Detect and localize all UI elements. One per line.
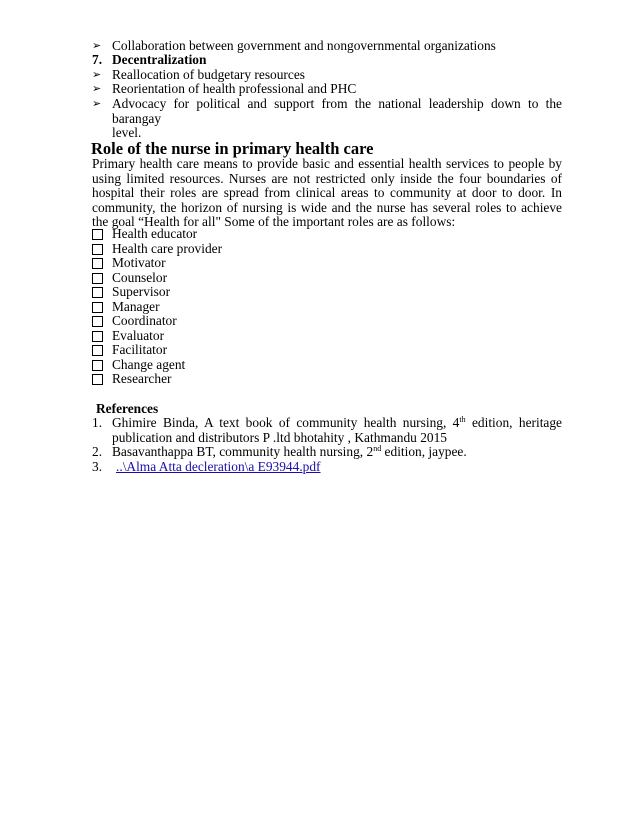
role-text: Health educator: [112, 226, 198, 241]
pdf-link[interactable]: ..\Alma Atta decleration\a E93944.pdf: [116, 459, 321, 474]
list-number: 7.: [92, 52, 103, 67]
arrow-bullet-icon: ➢: [92, 83, 102, 95]
role-list-item: [92, 372, 562, 389]
list-item-text: Decentralization: [112, 52, 207, 67]
section-paragraph: Primary health care means to provide basic and essential health services to people by using limited resources. Nurses are not restricted only inside the four boundaries of hospital their roles are spread from clinical areas to community at door to door. In community, the horizon of nursing is wide and the nurse has several roles to achieve the goal “Health for all" Some of the important roles are as follows:: [92, 156, 562, 229]
role-text: Supervisor: [112, 284, 171, 299]
references-heading: References: [96, 401, 159, 416]
list-item-text: Reorientation of health professional and PHC: [112, 81, 357, 96]
list-item-text: Advocacy for political and support from the national leadership down to the barangay: [112, 96, 562, 126]
checkbox-bullet-icon: [92, 316, 103, 327]
checkbox-bullet-icon: [92, 244, 103, 255]
checkbox-bullet-icon: [92, 360, 103, 371]
reference-number: 3.: [92, 459, 103, 474]
arrow-bullet-icon: ➢: [92, 98, 102, 110]
reference-number: 2.: [92, 444, 103, 459]
role-text: Facilitator: [112, 342, 168, 357]
arrow-bullet-icon: ➢: [92, 69, 102, 81]
role-text: Researcher: [112, 371, 172, 386]
reference-text: Basavanthappa BT, community health nursing, 2nd edition, jaypee.: [112, 444, 467, 459]
reference-text: Ghimire Binda, A text book of community health nursing, 4th edition, heritage: [112, 415, 562, 430]
list-item-text: level.: [112, 125, 142, 140]
role-text: Manager: [112, 298, 160, 314]
checkbox-bullet-icon: [92, 287, 103, 298]
role-text: Counselor: [112, 269, 168, 285]
checkbox-bullet-icon: [92, 229, 103, 240]
list-item: [92, 82, 562, 97]
role-text: Coordinator: [112, 313, 177, 328]
section-heading: Role of the nurse in primary health care: [91, 139, 374, 158]
arrow-bullet-icon: ➢: [92, 40, 102, 52]
list-item-text: Collaboration between government and nongovernmental organizations: [112, 38, 496, 53]
reference-text: publication and distributors P .ltd bhotahity , Kathmandu 2015: [112, 429, 447, 445]
checkbox-bullet-icon: [92, 302, 103, 313]
checkbox-bullet-icon: [92, 258, 103, 269]
role-text: Motivator: [112, 255, 166, 270]
list-item: [92, 97, 562, 141]
list-item: [92, 53, 562, 68]
role-text: Change agent: [112, 356, 186, 372]
reference-item: [92, 445, 562, 460]
role-text: Health care provider: [112, 240, 223, 256]
list-item-text: Reallocation of budgetary resources: [112, 67, 305, 82]
reference-item: [92, 416, 562, 445]
checkbox-bullet-icon: [92, 345, 103, 356]
role-text: Evaluator: [112, 327, 165, 343]
reference-item: [92, 460, 562, 475]
checkbox-bullet-icon: [92, 331, 103, 342]
reference-number: 1.: [92, 415, 103, 430]
checkbox-bullet-icon: [92, 273, 103, 284]
checkbox-bullet-icon: [92, 374, 103, 385]
